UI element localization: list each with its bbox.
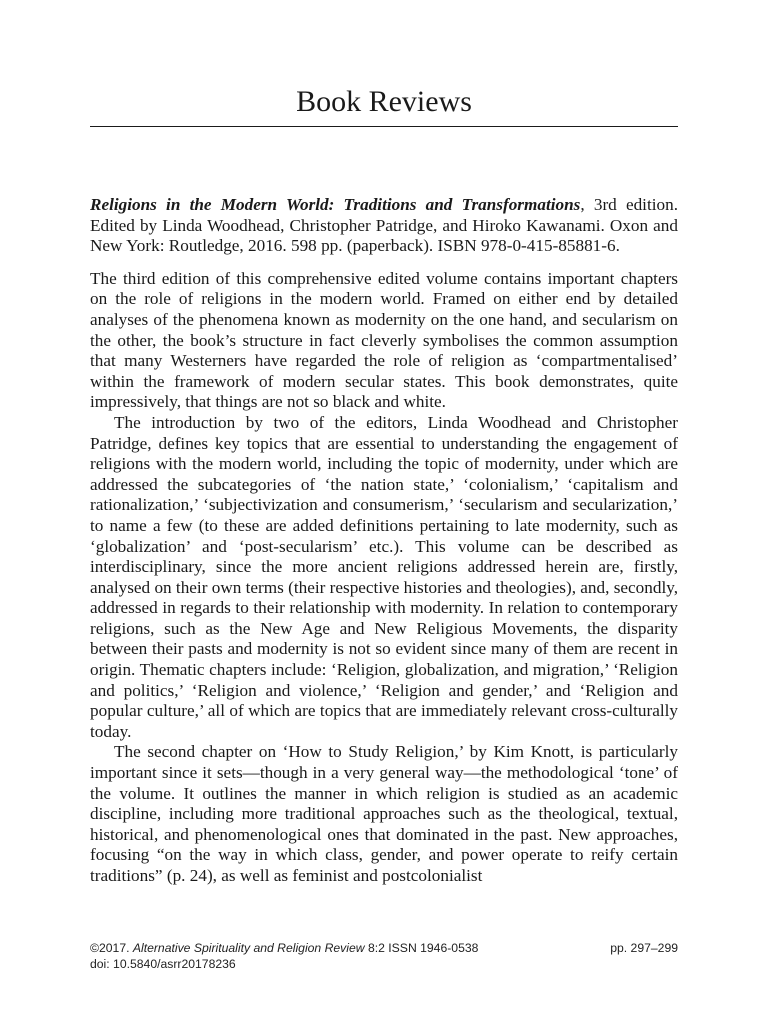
page-range: pp. 297–299 [610, 941, 678, 955]
book-title: Religions in the Modern World: Traditions and Transformations [90, 195, 581, 214]
header-divider [90, 126, 678, 127]
journal-name: Alternative Spirituality and Religion Review [132, 941, 365, 955]
doi: doi: 10.5840/asrr20178236 [90, 957, 236, 971]
review-body [90, 195, 678, 887]
journal-citation [90, 940, 478, 956]
copyright: ©2017. [90, 941, 130, 955]
citation-details: , 3rd edition. Edited by Linda Woodhead, Christopher Patridge, and Hiroko Kawanami. Oxon and New York: Routledge, 2016. 598 pp. (paperback). ISBN 978-0-415-85881-6. [90, 195, 678, 256]
issn: ISSN 1946-0538 [388, 941, 479, 955]
footer-line-1 [90, 940, 678, 956]
page-title: Book Reviews [296, 85, 472, 118]
book-citation [90, 195, 678, 257]
volume-issue: 8:2 [367, 941, 385, 955]
review-paragraph-3: The second chapter on ‘How to Study Religion,’ by Kim Knott, is particularly important since it sets—though in a very general way—the methodological ‘tone’ of the volume. It outlines the manner in which religion is studied as an academic discipline, including more traditional approaches such as the theological, textual, historical, and phenomenological ones that dominated in the past. New approaches, focusing “on the way in which class, gender, and power operate to reify certain traditions” (p. 24), as well as feminist and postcolonialist [90, 742, 678, 885]
review-paragraph-1: The third edition of this comprehensive edited volume contains important chapters on the role of religions in the modern world. Framed on either end by detailed analyses of the phenomena known as modernity on the one hand, and secularism on the other, the book’s structure in fact cleverly symbolises the common assumption that many Westerners have regarded the role of religion as ‘compartmentalised’ within the framework of modern secular states. This book demonstrates, quite impressively, that things are not so black and white. [90, 268, 678, 412]
page-footer [90, 940, 678, 972]
review-paragraph-2: The introduction by two of the editors, Linda Woodhead and Christopher Patridge, defines key topics that are essential to understanding the engagement of religions with the modern world, including the topic of modernity, under which are addressed the subcategories of ‘the nation state,’ ‘colonialism,’ ‘capitalism and rationalization,’ ‘subjectivization and consumerism,’ ‘secularism and secularization,’ to name a few (to these are added definitions pertaining to late modernity, such as ‘globalization’ and ‘post-secularism’ etc.). This volume can be described as interdisciplinary, since the more ancient religions addressed herein are, firstly, analysed on their own terms (their respective histories and theologies), and, secondly, addressed in regards to their relationship with modernity. In relation to contemporary religions, such as the New Age and New Religious Movements, the disparity between their pasts and modernity is not so evident since many of them are recent in origin. Thematic chapters include: ‘Religion, globalization, and migration,’ ‘Religion and politics,’ ‘Religion and violence,’ ‘Religion and gender,’ and ‘Religion and popular culture,’ all of which are topics that are immediately relevant cross-culturally today. [90, 412, 678, 741]
